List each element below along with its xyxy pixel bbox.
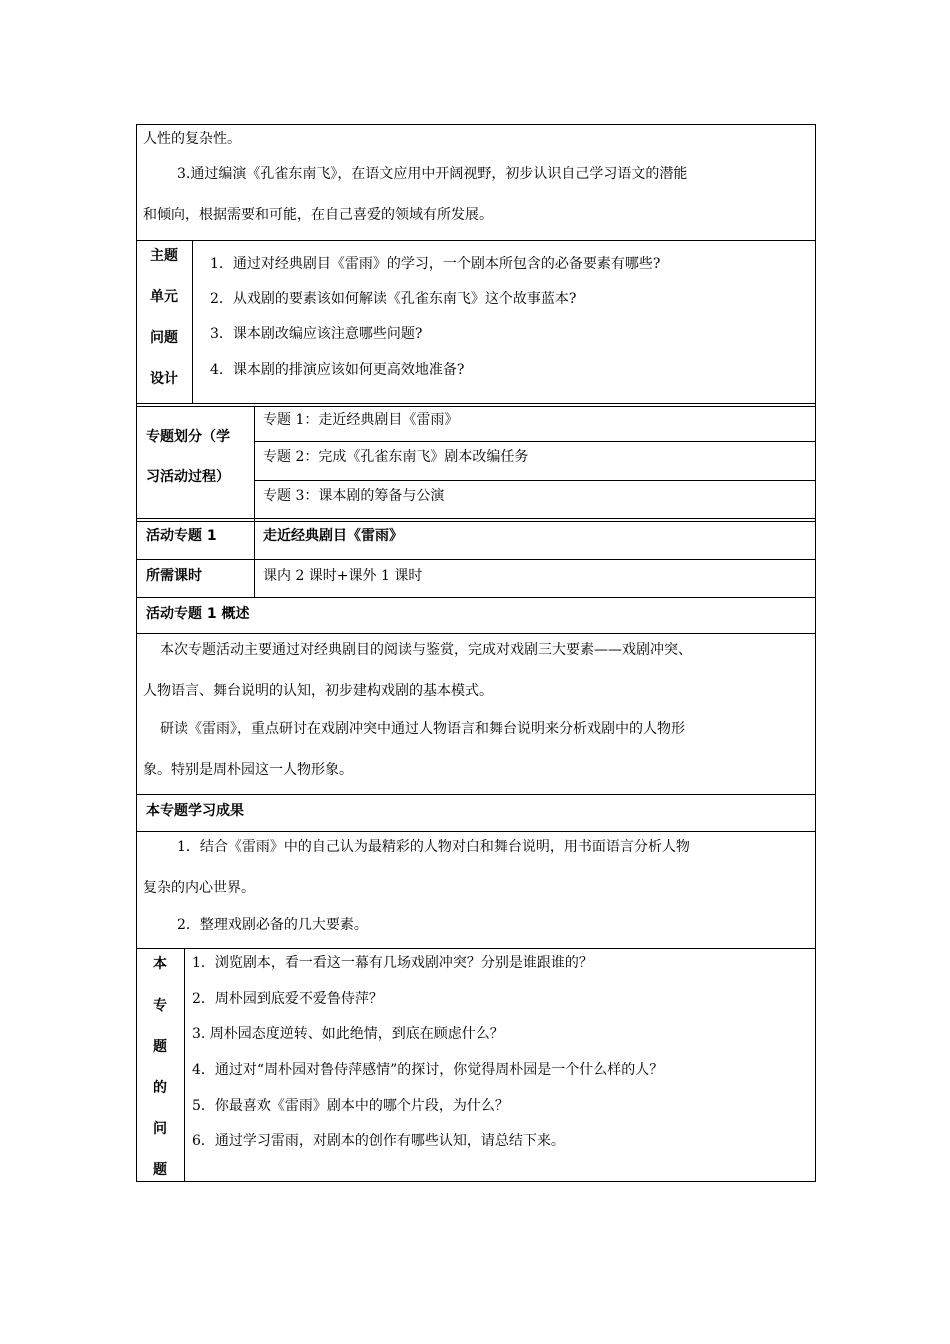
- unit-questions-label-4: 设计: [150, 371, 178, 387]
- row-divider: [136, 518, 816, 519]
- questions-label-1: 本: [153, 956, 167, 972]
- overview-p2-line-2: 象。特别是周朴园这一人物形象。: [143, 762, 353, 778]
- outcome-1-line-1: 1．结合《雷雨》中的自己认为最精彩的人物对白和舞台说明，用书面语言分析人物: [177, 839, 690, 855]
- row-divider: [136, 559, 816, 560]
- unit-question-4: 4．课本剧的排演应该如何更高效地准备?: [210, 362, 465, 378]
- intro-line-3: 和倾向，根据需要和可能，在自己喜爱的领域有所发展。: [143, 207, 493, 223]
- question-item-3: 3. 周朴园态度逆转、如此绝情，到底在顾虑什么？: [192, 1026, 504, 1042]
- questions-label-4: 的: [153, 1080, 167, 1096]
- topics-label-line-1: 专题划分（学: [146, 429, 230, 445]
- activity-label: 活动专题 1: [146, 528, 217, 544]
- row-divider: [136, 597, 816, 598]
- row-divider: [136, 403, 816, 404]
- hours-value: 课内 2 课时+课外 1 课时: [263, 568, 423, 584]
- col-divider: [192, 240, 193, 404]
- hours-label: 所需课时: [146, 568, 202, 584]
- outcome-2: 2．整理戏剧必备的几大要素。: [177, 917, 368, 933]
- activity-value: 走近经典剧目《雷雨》: [263, 528, 403, 544]
- col-divider: [184, 948, 185, 1182]
- question-item-6: 6．通过学习雷雨，对剧本的创作有哪些认知，请总结下来。: [192, 1133, 565, 1149]
- row-divider: [136, 240, 816, 241]
- row-divider: [136, 521, 816, 522]
- topic-item-1: 专题 1：走近经典剧目《雷雨》: [263, 412, 459, 428]
- question-item-1: 1．浏览剧本，看一看这一幕有几场戏剧冲突？分别是谁跟谁的？: [192, 955, 593, 971]
- row-divider: [136, 406, 816, 407]
- question-item-4: 4．通过对“周朴园对鲁侍萍感情”的探讨，你觉得周朴园是一个什么样的人？: [192, 1062, 664, 1078]
- row-divider: [136, 794, 816, 795]
- unit-questions-label-3: 问题: [150, 330, 178, 346]
- topic-item-3: 专题 3：课本剧的筹备与公演: [263, 488, 445, 504]
- overview-p1-line-2: 人物语言、舞台说明的认知，初步建构戏剧的基本模式。: [143, 683, 493, 699]
- intro-line-2: 3.通过编演《孔雀东南飞》，在语文应用中开阔视野，初步认识自己学习语文的潜能: [177, 166, 688, 182]
- row-divider: [136, 831, 816, 832]
- overview-p1-line-1: 本次专题活动主要通过对经典剧目的阅读与鉴赏，完成对戏剧三大要素——戏剧冲突、: [160, 642, 692, 658]
- row-divider: [136, 948, 816, 949]
- questions-label-2: 专: [153, 998, 167, 1014]
- row-divider: [254, 480, 816, 481]
- unit-question-3: 3．课本剧改编应该注意哪些问题?: [210, 326, 423, 342]
- unit-questions-label-1: 主题: [150, 248, 178, 264]
- col-divider: [254, 406, 255, 522]
- questions-label-5: 问: [153, 1121, 167, 1137]
- outcomes-heading: 本专题学习成果: [146, 803, 244, 819]
- questions-label-6: 题: [153, 1162, 167, 1178]
- question-item-2: 2．周朴园到底爱不爱鲁侍萍？: [192, 991, 383, 1007]
- topics-label-line-2: 习活动过程）: [146, 469, 230, 485]
- row-divider: [254, 441, 816, 442]
- questions-label-3: 题: [153, 1039, 167, 1055]
- unit-question-2: 2．从戏剧的要素该如何解读《孔雀东南飞》这个故事蓝本?: [210, 291, 577, 307]
- intro-line-1: 人性的复杂性。: [143, 131, 241, 147]
- outcome-1-line-2: 复杂的内心世界。: [143, 880, 255, 896]
- topic-item-2: 专题 2：完成《孔雀东南飞》剧本改编任务: [263, 449, 529, 465]
- unit-questions-label-2: 单元: [150, 289, 178, 305]
- question-item-5: 5．你最喜欢《雷雨》剧本中的哪个片段，为什么？: [192, 1098, 509, 1114]
- overview-p2-line-1: 研读《雷雨》，重点研讨在戏剧冲突中通过人物语言和舞台说明来分析戏剧中的人物形: [160, 721, 685, 737]
- unit-question-1: 1．通过对经典剧目《雷雨》的学习，一个剧本所包含的必备要素有哪些?: [210, 256, 661, 272]
- overview-heading: 活动专题 1 概述: [146, 606, 250, 622]
- row-divider: [136, 633, 816, 634]
